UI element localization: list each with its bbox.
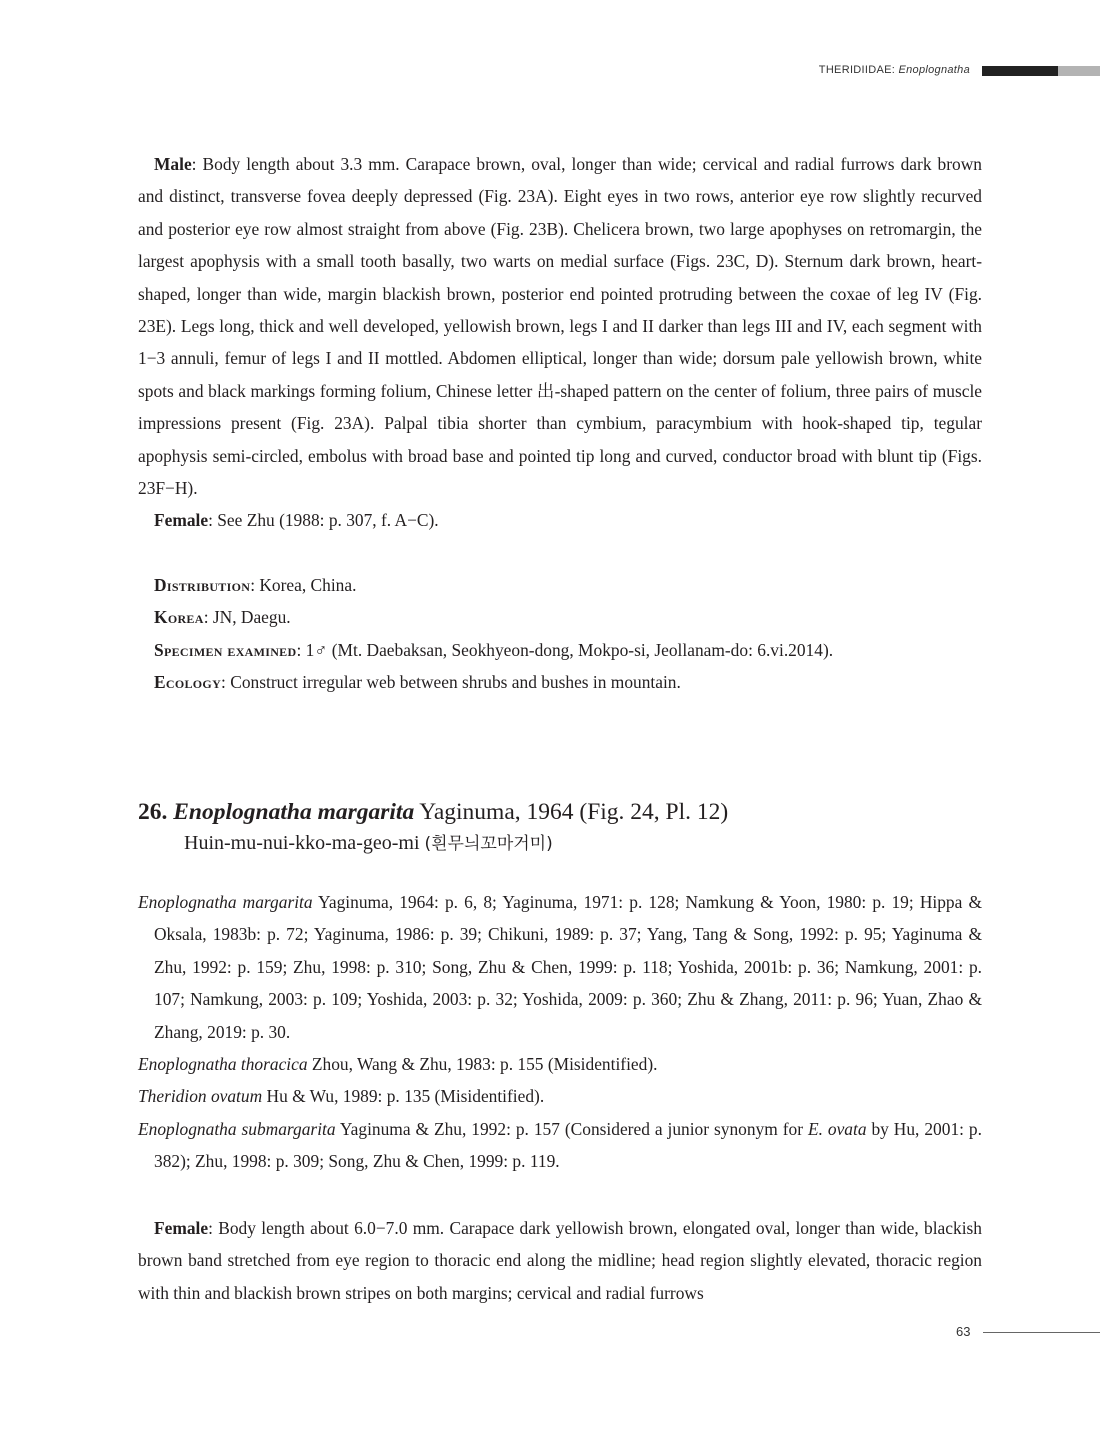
specimen-line	[138, 634, 982, 666]
species-heading	[138, 796, 728, 828]
male-text: : Body length about 3.3 mm. Carapace brown, oval, longer than wide; cervical and radial furrows dark brown and distinct, transverse fovea deeply depressed (Fig. 23A). Eight eyes in two rows, anterior eye row slightly recurved and posterior eye row almost straight from above (Fig. 23B). Chelicera brown, two large apophyses on retromargin, the largest apophysis with a small tooth basally, two warts on medial surface (Figs. 23C, D). Sternum dark brown, heart-shaped, longer than wide, margin blackish brown, posterior end pointed protruding between the coxae of leg IV (Fig. 23E). Legs long, thick and well developed, yellowish brown, legs I and II darker than legs III and IV, each segment with 1−3 annuli, femur of legs I and II mottled. Abdomen elliptical, longer than wide; dorsum pale yellowish brown, white spots and black markings forming folium, Chinese letter 出-shaped pattern on the center of folium, three pairs of muscle impressions present (Fig. 23A). Palpal tibia shorter than cymbium, paracymbium with hook-shaped tip, tegular apophysis semi-circled, embolus with broad base and pointed tip long and curved, conductor broad with blunt tip (Figs. 23F−H).	[138, 154, 982, 499]
footer-rule	[983, 1332, 1100, 1333]
synonym-text-cont: by Hu, 2001: p. 382); Zhu, 1998: p. 309; Song, Zhu & Chen, 1999: p. 119.	[154, 1118, 982, 1172]
synonym-entry	[138, 1048, 982, 1080]
running-head	[819, 64, 970, 76]
synonym-of: E. ovata	[807, 1118, 867, 1139]
distribution-line	[138, 569, 982, 601]
synonym-name: Theridion ovatum	[138, 1086, 263, 1107]
korea-text: : JN, Daegu.	[203, 607, 291, 628]
species-common-name	[184, 828, 553, 859]
running-head-genus: Enoplognatha	[898, 64, 970, 76]
distribution-label: Distribution	[154, 574, 251, 595]
species-sci-name: Enoplognatha margarita	[173, 799, 415, 825]
header-bar-dark	[982, 66, 1058, 76]
specimen-label: Specimen examined	[154, 639, 297, 660]
female-description-paragraph	[138, 1212, 982, 1309]
species-korean: (흰무늬꼬마거미)	[424, 834, 553, 854]
description-block	[138, 148, 982, 699]
male-paragraph	[138, 148, 982, 504]
synonym-entry	[138, 886, 982, 1048]
synonymy-list	[138, 886, 982, 1178]
ecology-text: : Construct irregular web between shrubs and bushes in mountain.	[221, 672, 681, 693]
distribution-text: : Korea, China.	[250, 574, 357, 595]
synonym-name: Enoplognatha margarita	[138, 892, 313, 912]
female-description-block	[138, 1212, 982, 1309]
synonym-text: Zhou, Wang & Zhu, 1983: p. 155 (Misidentified).	[307, 1054, 658, 1075]
synonym-name: Enoplognatha thoracica	[138, 1054, 308, 1075]
synonym-entry	[138, 1113, 982, 1178]
page-number: 63	[956, 1324, 971, 1339]
male-label: Male	[154, 154, 192, 174]
running-head-family: THERIDIIDAE:	[818, 64, 896, 76]
synonym-entry	[138, 1080, 982, 1112]
synonym-text: Yaginuma, 1964: p. 6, 8; Yaginuma, 1971: p. 128; Namkung & Yoon, 1980: p. 19; Hippa & Oksala, 1983b: p. 72; Yaginuma, 1986: p. 39; Chikuni, 1989: p. 37; Yang, Tang & Song, 1992: p. 95; Yaginuma & Zhu, 1992: p. 159; Zhu, 1998: p. 310; Song, Zhu & Chen, 1999: p. 118; Yoshida, 2001b: p. 36; Namkung, 2001: p. 107; Namkung, 2003: p. 109; Yoshida, 2003: p. 32; Yoshida, 2009: p. 360; Zhu & Zhang, 2011: p. 96; Yuan, Zhao & Zhang, 2019: p. 30.	[154, 892, 982, 1042]
female-desc-label: Female	[154, 1218, 209, 1238]
species-number: 26.	[138, 799, 168, 825]
female-paragraph	[138, 504, 982, 536]
synonym-text: Hu & Wu, 1989: p. 135 (Misidentified).	[262, 1086, 545, 1107]
female-label: Female	[154, 510, 209, 531]
korea-line	[138, 601, 982, 633]
synonym-text: Yaginuma & Zhu, 1992: p. 157 (Considered a junior synonym for	[335, 1118, 808, 1139]
ecology-line	[138, 666, 982, 698]
ecology-label: Ecology	[154, 672, 222, 693]
female-text: : See Zhu (1988: p. 307, f. A−C).	[208, 510, 439, 531]
species-romanized: Huin-mu-nui-kko-ma-geo-mi	[184, 832, 420, 854]
korea-label: Korea	[154, 607, 204, 628]
species-author: Yaginuma, 1964 (Fig. 24, Pl. 12)	[419, 799, 729, 825]
specimen-text: : 1♂ (Mt. Daebaksan, Seokhyeon-dong, Mokpo-si, Jeollanam-do: 6.vi.2014).	[296, 639, 834, 660]
header-bar-light	[1058, 66, 1100, 76]
synonym-name: Enoplognatha submargarita	[138, 1118, 336, 1139]
female-desc-text: : Body length about 6.0−7.0 mm. Carapace dark yellowish brown, elongated oval, longer than wide, blackish brown band stretched from eye region to thoracic end along the midline; head region slightly elevated, thoracic region with thin and blackish brown stripes on both margins; cervical and radial furrows	[138, 1218, 982, 1303]
